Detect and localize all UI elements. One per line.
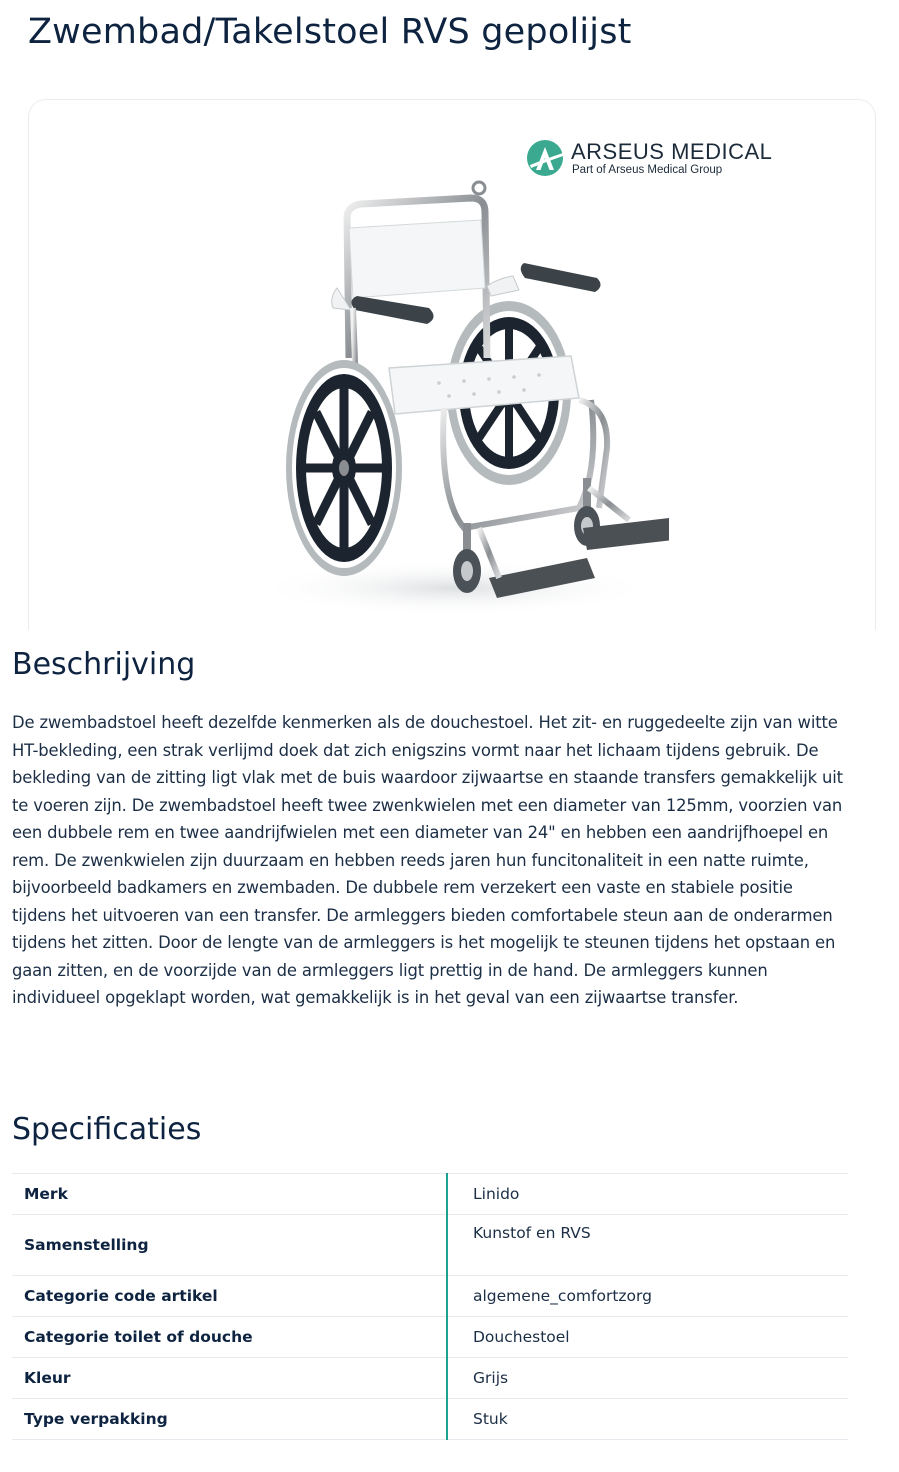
table-row [12,1317,848,1358]
rear-left-wheel [286,360,402,576]
spec-key: Samenstelling [12,1215,447,1276]
product-image [249,168,669,618]
spec-value: algemene_comfortzorg [447,1276,848,1317]
spec-value: Linido [447,1174,848,1215]
table-row [12,1276,848,1317]
table-row [12,1399,848,1440]
description-text: De zwembadstoel heeft dezelfde kenmerken als de douchestoel. Het zit- en ruggedeelte zijn van witte HT-bekleding, een strak verlijmd doek dat zich enigszins vormt naar het lichaam tijdens gebruik. De bekleding van de zitting ligt vlak met de buis waardoor zijwaartse en staande transfers gemakkelijk uit te voeren zijn. De zwembadstoel heeft twee zwenkwielen met een diameter van 125mm, voorzien van een dubbele rem en twee aandrijfwielen met een diameter van 24" en hebben een aandrijfhoepel en rem. De zwenkwielen zijn duurzaam en hebben reeds jaren hun funcitonaliteit in een natte ruimte, bijvoorbeeld badkamers en zwembaden. De dubbele rem verzekert een vaste en stabiele positie tijdens het uitvoeren van een transfer. De armleggers bieden comfortabele steun aan de onderarmen tijdens het zitten. Door de lengte van de armleggers is het mogelijk te steunen tijdens het opstaan en gaan zitten, en de voorzijde van de armleggers ligt prettig in de hand. De armleggers kunnen individueel opgeklapt worden, wat gemakkelijk is in het geval van een zijwaartse transfer. [12,713,843,1007]
spec-key: Categorie code artikel [12,1276,447,1317]
table-row [12,1358,848,1399]
brand-name: ARSEUS MEDICAL [571,139,773,164]
brand-subtitle: Part of Arseus Medical Group [572,164,723,176]
spec-key: Merk [12,1174,447,1215]
front-caster-left [453,523,481,593]
spec-key: Kleur [12,1358,447,1399]
product-image-card[interactable] [28,99,876,630]
specs-heading: Specificaties [12,1112,202,1147]
spec-key: Type verpakking [12,1399,447,1440]
spec-value: Grijs [447,1358,848,1399]
specs-table [12,1173,848,1440]
spec-key: Categorie toilet of douche [12,1317,447,1358]
spec-value: Stuk [447,1399,848,1440]
spec-value: Douchestoel [447,1317,848,1358]
table-row [12,1174,848,1215]
page-title: Zwembad/Takelstoel RVS gepolijst [28,12,632,52]
spec-value: Kunstof en RVS [447,1215,848,1276]
table-row [12,1215,848,1276]
description-heading: Beschrijving [12,647,196,682]
